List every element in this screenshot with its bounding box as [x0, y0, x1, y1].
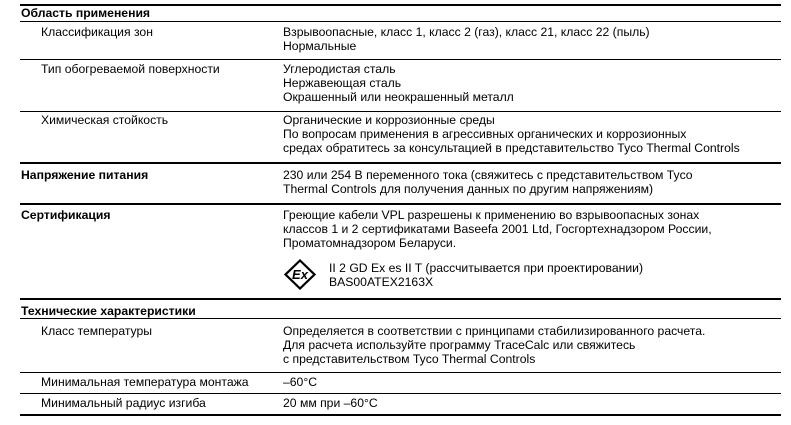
row-label-min-install-temp: Минимальная температура монтажа	[41, 375, 249, 389]
section-divider	[20, 162, 781, 164]
value-line: Thermal Controls для получения данных по другим напряжениям)	[283, 182, 654, 196]
row-value-chemical-resistance	[283, 113, 740, 155]
value-line: Для расчета используйте программу TraceCalc или свяжитесь	[283, 338, 636, 352]
row-label-temperature-class: Класс температуры	[41, 324, 153, 338]
section-title-technical: Технические характеристики	[21, 304, 196, 318]
section-title-application: Область применения	[21, 6, 151, 20]
row-value-surface-type	[283, 62, 514, 104]
row-label-surface-type: Тип обогреваемой поверхности	[41, 62, 220, 76]
row-value-zone-classification	[283, 25, 650, 53]
row-label-chemical-resistance: Химическая стойкость	[41, 113, 169, 127]
row-label-min-bend-radius: Минимальный радиус изгиба	[41, 396, 206, 410]
row-divider	[20, 393, 781, 394]
value-line: Углеродистая сталь	[283, 62, 396, 76]
value-line: 20 мм при –60°C	[283, 396, 378, 410]
value-line: 230 или 254 В переменного тока (свяжитесь с представительством Tyco	[283, 168, 693, 182]
ex-mark-text: Ex	[292, 267, 308, 282]
value-line: По вопросам применения в агрессивных органических и коррозионных	[283, 127, 687, 141]
row-value-temperature-class	[283, 324, 705, 366]
value-line: –60°C	[283, 375, 318, 389]
value-line: Нержавеющая сталь	[283, 76, 402, 90]
value-line: BAS00ATEX2163X	[329, 275, 434, 289]
section-title-voltage: Напряжение питания	[21, 168, 149, 182]
section-divider	[20, 203, 781, 205]
row-value-min-bend-radius	[283, 396, 378, 410]
section-title-rule	[20, 318, 781, 319]
row-divider	[20, 372, 781, 373]
table-bottom-rule	[20, 414, 781, 416]
section-divider	[20, 298, 781, 300]
value-line: Греющие кабели VPL разрешены к применению во взрывоопасных зонах	[283, 208, 700, 222]
value-line: классов 1 и 2 сертификатами Baseefa 2001 Ltd, Госгортехнадзором России,	[283, 222, 712, 236]
row-divider	[20, 111, 781, 112]
value-line: Органические и коррозионные среды	[283, 113, 495, 127]
value-line: Окрашенный или неокрашенный металл	[283, 90, 514, 104]
value-line: Нормальные	[283, 39, 357, 53]
section-title-rule	[20, 21, 781, 22]
row-divider	[20, 59, 781, 60]
row-label-zone-classification: Классификация зон	[41, 25, 153, 39]
value-line: средах обратитесь за консультацией в представительство Tyco Thermal Controls	[283, 141, 740, 155]
value-line: Взрывоопасные, класс 1, класс 2 (газ), класс 21, класс 22 (пыль)	[283, 25, 650, 39]
value-line: II 2 GD Ex es II T (рассчитывается при проектировании)	[329, 261, 644, 275]
row-value-min-install-temp	[283, 375, 317, 389]
row-value-voltage	[283, 168, 692, 196]
value-line: с представительством Tyco Thermal Controls	[283, 352, 536, 366]
section-title-certification: Сертификация	[21, 208, 111, 222]
row-value-atex	[329, 261, 643, 289]
value-line: Определяется в соответствии с принципами стабилизированного расчета.	[283, 324, 706, 338]
ex-explosion-proof-icon	[284, 259, 316, 290]
row-value-certification	[283, 208, 712, 250]
value-line: Проматомнадзором Беларуси.	[283, 236, 457, 250]
